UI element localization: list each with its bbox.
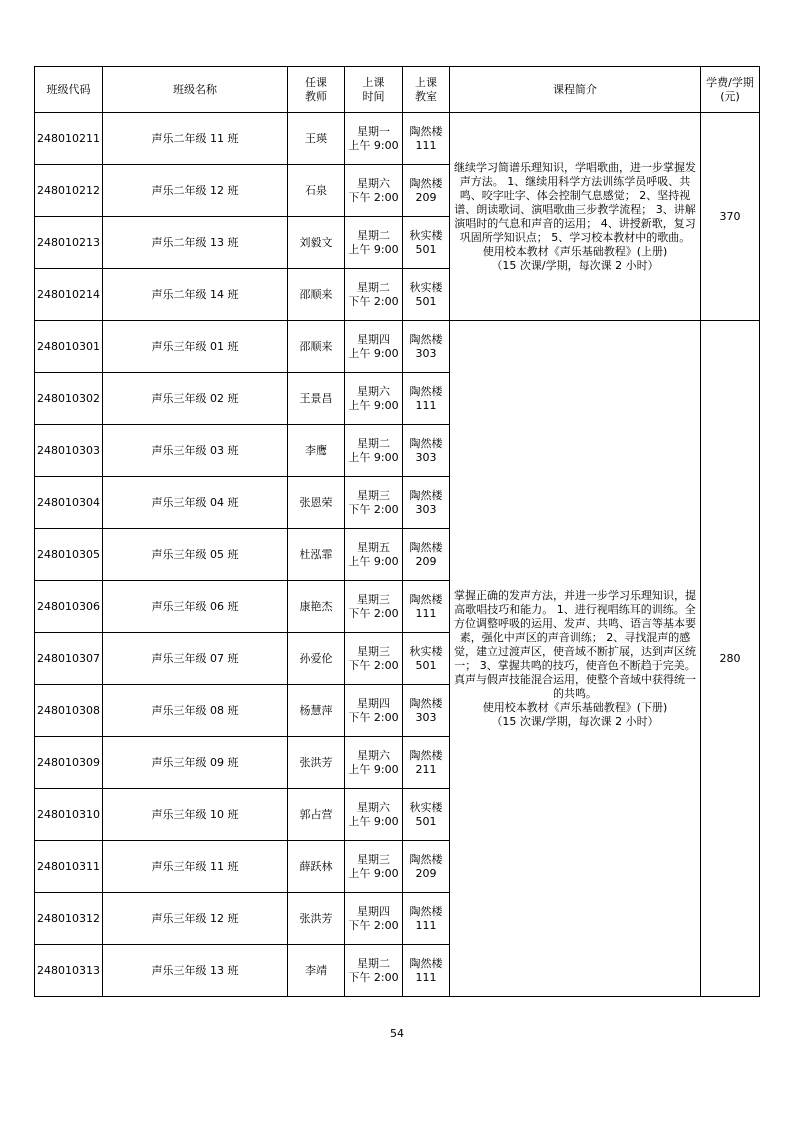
description-paragraph: 继续学习简谱乐理知识，学唱歌曲，进一步掌握发声方法。 1、继续用科学方法训练学员呼吸、共鸣、咬字吐字、体会控制气息感觉； 2、坚持视谱、朗读歌词、演唱歌曲三步教学流程； 3、讲解演唱时的气息和声音的运用； 4、讲授新歌，复习巩固所学知识点； 5、学习校本教材中的歌曲。 (454, 160, 696, 244)
room-number: 111 (415, 606, 437, 620)
class-hour: 下午 2:00 (348, 294, 399, 308)
room-building: 陶然楼 (409, 592, 443, 606)
class-hour: 下午 2:00 (348, 190, 399, 204)
class-day: 星期六 (357, 384, 390, 398)
class-code: 248010301 (35, 321, 103, 373)
class-time (345, 477, 403, 529)
class-name: 声乐三年级 03 班 (103, 425, 288, 477)
class-code: 248010306 (35, 581, 103, 633)
room-number: 303 (415, 710, 437, 724)
class-code: 248010212 (35, 165, 103, 217)
teacher-name: 杜泓霏 (288, 529, 345, 581)
class-code: 248010213 (35, 217, 103, 269)
header-name: 班级名称 (103, 67, 288, 113)
class-room (403, 113, 450, 165)
class-room (403, 165, 450, 217)
class-hour: 上午 9:00 (348, 242, 399, 256)
teacher-name: 孙爱伦 (288, 633, 345, 685)
header-time (345, 67, 403, 113)
class-day: 星期三 (357, 852, 390, 866)
room-building: 陶然楼 (409, 124, 443, 138)
class-day: 星期四 (357, 904, 390, 918)
class-code: 248010309 (35, 737, 103, 789)
teacher-name: 刘毅文 (288, 217, 345, 269)
teacher-name: 李靖 (288, 945, 345, 997)
class-time (345, 321, 403, 373)
room-building: 秋实楼 (409, 280, 443, 294)
class-room (403, 789, 450, 841)
class-name: 声乐三年级 10 班 (103, 789, 288, 841)
class-name: 声乐三年级 11 班 (103, 841, 288, 893)
room-building: 秋实楼 (409, 800, 443, 814)
room-building: 陶然楼 (409, 436, 443, 450)
course-schedule-table (34, 66, 760, 997)
description-paragraph: （15 次课/学期，每次课 2 小时） (491, 258, 659, 272)
room-number: 209 (415, 554, 437, 568)
header-intro: 课程简介 (450, 67, 701, 113)
teacher-name: 王瑛 (288, 113, 345, 165)
room-building: 秋实楼 (409, 228, 443, 242)
room-number: 111 (415, 918, 437, 932)
class-day: 星期二 (357, 436, 390, 450)
course-description (450, 113, 701, 321)
class-time (345, 893, 403, 945)
room-number: 111 (415, 970, 437, 984)
class-name: 声乐三年级 07 班 (103, 633, 288, 685)
class-room (403, 841, 450, 893)
class-name: 声乐二年级 14 班 (103, 269, 288, 321)
header-fee (701, 67, 760, 113)
class-code: 248010303 (35, 425, 103, 477)
room-building: 陶然楼 (409, 176, 443, 190)
class-code: 248010214 (35, 269, 103, 321)
class-name: 声乐三年级 02 班 (103, 373, 288, 425)
teacher-name: 邵顺来 (288, 269, 345, 321)
class-day: 星期五 (357, 540, 390, 554)
class-code: 248010304 (35, 477, 103, 529)
teacher-name: 李鹰 (288, 425, 345, 477)
teacher-name: 郭占营 (288, 789, 345, 841)
class-room (403, 893, 450, 945)
description-paragraph: 掌握正确的发声方法，并进一步学习乐理知识，提高歌唱技巧和能力。 1、进行视唱练耳的训练。全方位调整呼吸的运用、发声、共鸣、语言等基本要素，强化中声区的声音训练； 2、寻找混声的感觉，建立过渡声区，使音域不断扩展，达到声区统一； 3、掌握共鸣的技巧，使音色不断趋于完美。真声与假声技能混合运用，使整个音域中获得统一的共鸣。 (454, 588, 696, 700)
class-day: 星期六 (357, 800, 390, 814)
class-hour: 上午 9:00 (348, 866, 399, 880)
class-name: 声乐三年级 09 班 (103, 737, 288, 789)
class-hour: 下午 2:00 (348, 970, 399, 984)
header-row (35, 67, 760, 113)
class-time (345, 581, 403, 633)
class-time (345, 217, 403, 269)
class-time (345, 737, 403, 789)
description-paragraph: （15 次课/学期，每次课 2 小时） (491, 714, 659, 728)
class-hour: 下午 2:00 (348, 606, 399, 620)
room-building: 陶然楼 (409, 852, 443, 866)
room-number: 501 (415, 242, 437, 256)
class-time (345, 633, 403, 685)
schedule-body (35, 113, 760, 997)
class-name: 声乐三年级 06 班 (103, 581, 288, 633)
room-number: 111 (415, 398, 437, 412)
class-room (403, 217, 450, 269)
room-number: 303 (415, 450, 437, 464)
description-paragraph: 使用校本教材《声乐基础教程》(上册) (482, 244, 668, 258)
room-number: 501 (415, 814, 437, 828)
class-name: 声乐二年级 12 班 (103, 165, 288, 217)
teacher-name: 邵顺来 (288, 321, 345, 373)
room-number: 111 (415, 138, 437, 152)
class-time (345, 789, 403, 841)
class-room (403, 477, 450, 529)
class-hour: 下午 2:00 (348, 918, 399, 932)
class-time (345, 685, 403, 737)
class-hour: 上午 9:00 (348, 398, 399, 412)
header-code: 班级代码 (35, 67, 103, 113)
class-time (345, 113, 403, 165)
class-hour: 下午 2:00 (348, 502, 399, 516)
teacher-name: 王景昌 (288, 373, 345, 425)
class-name: 声乐三年级 12 班 (103, 893, 288, 945)
class-room (403, 425, 450, 477)
header-room-line-2: 教室 (415, 89, 437, 103)
teacher-name: 杨慧萍 (288, 685, 345, 737)
class-name: 声乐二年级 11 班 (103, 113, 288, 165)
class-room (403, 529, 450, 581)
class-code: 248010311 (35, 841, 103, 893)
class-time (345, 425, 403, 477)
class-hour: 上午 9:00 (348, 450, 399, 464)
class-name: 声乐三年级 13 班 (103, 945, 288, 997)
room-building: 陶然楼 (409, 488, 443, 502)
class-day: 星期四 (357, 696, 390, 710)
class-code: 248010313 (35, 945, 103, 997)
class-hour: 下午 2:00 (348, 710, 399, 724)
class-room (403, 945, 450, 997)
room-building: 陶然楼 (409, 384, 443, 398)
description-paragraph: 使用校本教材《声乐基础教程》(下册) (482, 700, 668, 714)
class-time (345, 269, 403, 321)
class-hour: 上午 9:00 (348, 346, 399, 360)
class-name: 声乐三年级 08 班 (103, 685, 288, 737)
class-day: 星期三 (357, 592, 390, 606)
class-code: 248010302 (35, 373, 103, 425)
class-code: 248010312 (35, 893, 103, 945)
class-room (403, 581, 450, 633)
table-row (35, 113, 760, 165)
class-room (403, 269, 450, 321)
class-day: 星期三 (357, 488, 390, 502)
class-room (403, 685, 450, 737)
teacher-name: 薛跃林 (288, 841, 345, 893)
table-row (35, 321, 760, 373)
class-time (345, 529, 403, 581)
class-day: 星期三 (357, 644, 390, 658)
room-building: 陶然楼 (409, 956, 443, 970)
class-time (345, 841, 403, 893)
class-day: 星期六 (357, 176, 390, 190)
class-hour: 上午 9:00 (348, 814, 399, 828)
header-room (403, 67, 450, 113)
class-time (345, 165, 403, 217)
room-number: 303 (415, 346, 437, 360)
class-name: 声乐二年级 13 班 (103, 217, 288, 269)
teacher-name: 石泉 (288, 165, 345, 217)
class-name: 声乐三年级 01 班 (103, 321, 288, 373)
class-day: 星期四 (357, 332, 390, 346)
tuition-fee: 280 (701, 321, 760, 997)
class-code: 248010308 (35, 685, 103, 737)
class-room (403, 737, 450, 789)
class-day: 星期二 (357, 228, 390, 242)
room-building: 秋实楼 (409, 644, 443, 658)
class-room (403, 633, 450, 685)
room-number: 209 (415, 190, 437, 204)
class-code: 248010310 (35, 789, 103, 841)
room-number: 209 (415, 866, 437, 880)
header-fee-line-1: 学费/学期 (706, 75, 754, 89)
class-time (345, 373, 403, 425)
room-building: 陶然楼 (409, 904, 443, 918)
class-room (403, 373, 450, 425)
room-building: 陶然楼 (409, 540, 443, 554)
class-code: 248010305 (35, 529, 103, 581)
page-number: 54 (390, 1027, 404, 1040)
room-building: 陶然楼 (409, 696, 443, 710)
course-description (450, 321, 701, 997)
teacher-name: 张洪芳 (288, 893, 345, 945)
room-number: 501 (415, 294, 437, 308)
class-day: 星期一 (357, 124, 390, 138)
teacher-name: 张洪芳 (288, 737, 345, 789)
header-room-line-1: 上课 (415, 75, 437, 89)
room-number: 501 (415, 658, 437, 672)
header-teacher (288, 67, 345, 113)
room-number: 211 (415, 762, 437, 776)
class-hour: 上午 9:00 (348, 762, 399, 776)
class-hour: 下午 2:00 (348, 658, 399, 672)
room-building: 陶然楼 (409, 332, 443, 346)
class-code: 248010211 (35, 113, 103, 165)
class-name: 声乐三年级 05 班 (103, 529, 288, 581)
class-day: 星期六 (357, 748, 390, 762)
header-time-line-2: 时间 (362, 89, 385, 103)
class-name: 声乐三年级 04 班 (103, 477, 288, 529)
class-day: 星期二 (357, 280, 390, 294)
header-time-line-1: 上课 (362, 75, 385, 89)
class-day: 星期二 (357, 956, 390, 970)
room-building: 陶然楼 (409, 748, 443, 762)
tuition-fee: 370 (701, 113, 760, 321)
header-fee-line-2: (元) (720, 89, 740, 103)
class-code: 248010307 (35, 633, 103, 685)
class-time (345, 945, 403, 997)
teacher-name: 康艳杰 (288, 581, 345, 633)
class-room (403, 321, 450, 373)
header-teacher-line-1: 任课 (305, 75, 327, 89)
header-teacher-line-2: 教师 (305, 89, 327, 103)
class-hour: 上午 9:00 (348, 554, 399, 568)
teacher-name: 张恩荣 (288, 477, 345, 529)
class-hour: 上午 9:00 (348, 138, 399, 152)
room-number: 303 (415, 502, 437, 516)
